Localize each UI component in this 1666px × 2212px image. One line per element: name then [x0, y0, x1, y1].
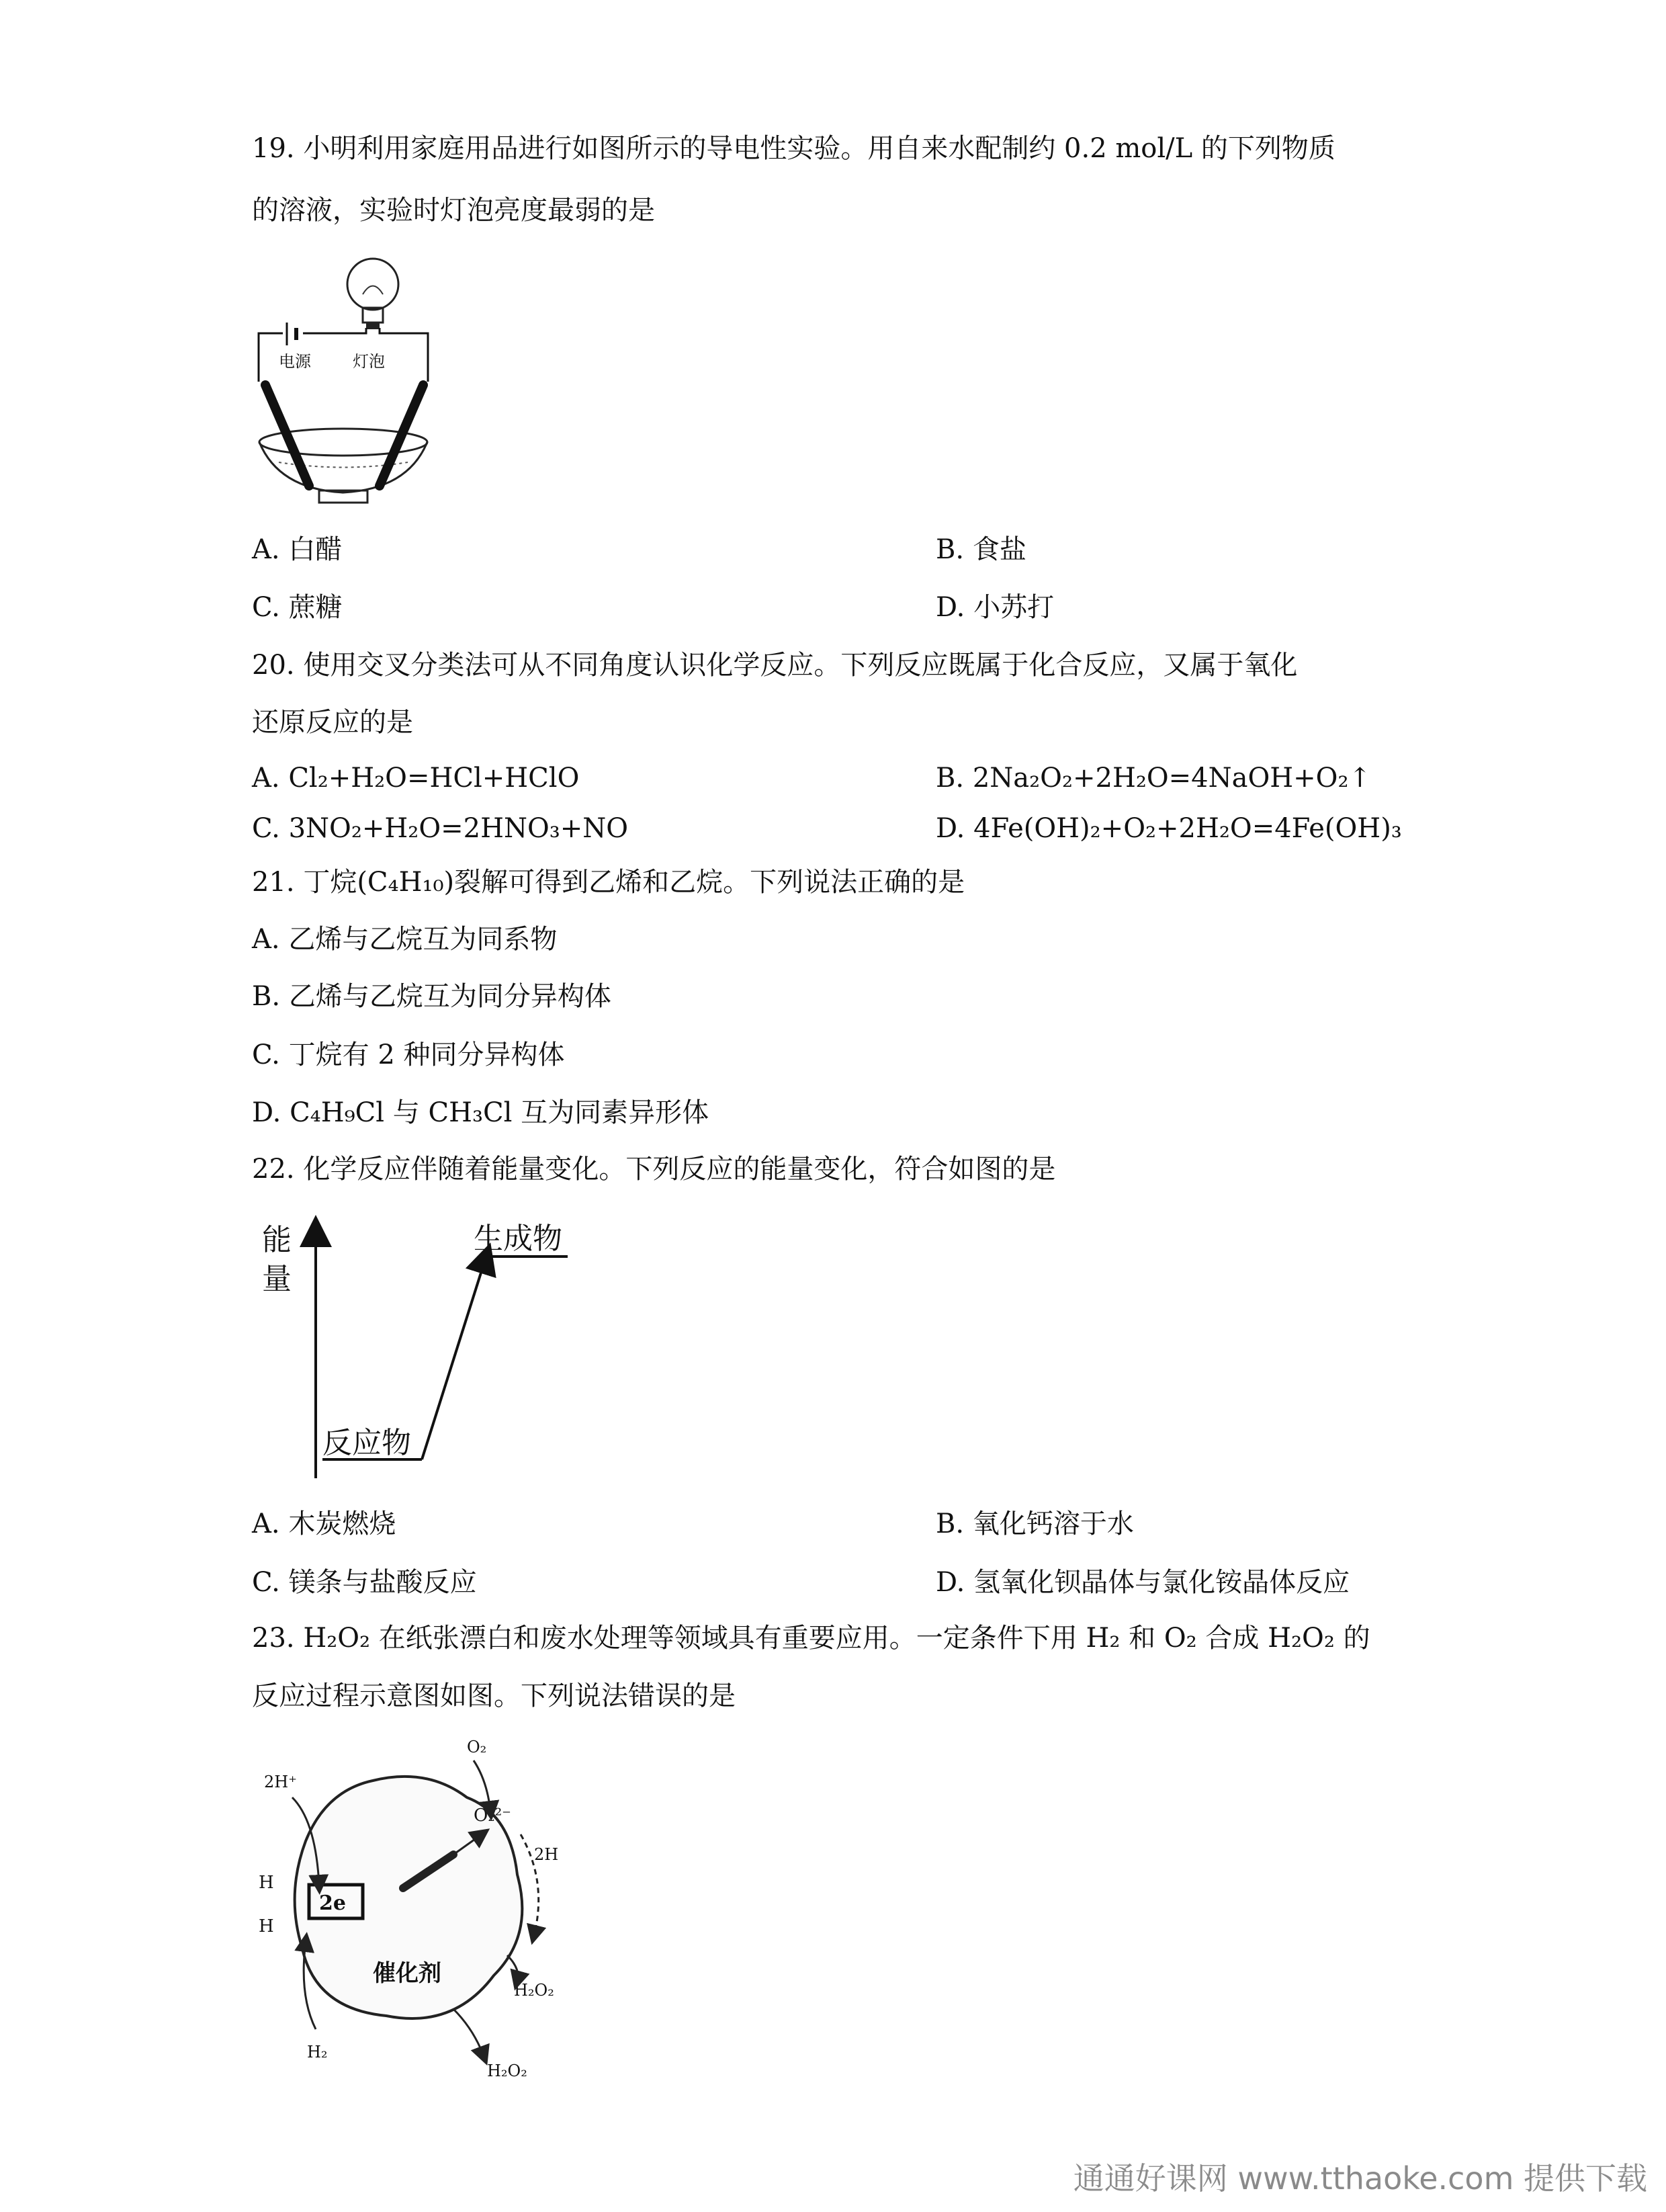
battery-icon	[283, 323, 303, 345]
o2-top-label: O₂	[467, 1738, 487, 1756]
q21-stem: 21. 丁烷(C₄H₁₀)裂解可得到乙烯和乙烷。下列说法正确的是	[252, 867, 965, 898]
q21-option-c: C. 丁烷有 2 种同分异构体	[252, 1039, 565, 1070]
q21-option-d: D. C₄H₉Cl 与 CH₃Cl 互为同素异形体	[252, 1097, 709, 1128]
catalyst-label: 催化剂	[373, 1960, 441, 1987]
energy-axis-label-1: 能	[262, 1223, 292, 1257]
product-label: 生成物	[474, 1222, 562, 1256]
h2o2-bottom-label: H₂O₂	[487, 2061, 527, 2080]
h-plus-label: 2H⁺	[264, 1773, 297, 1791]
q21-option-b: B. 乙烯与乙烷互为同分异构体	[252, 981, 611, 1012]
q23-stem-line1: 23. H₂O₂ 在纸张漂白和废水处理等领域具有重要应用。一定条件下用 H₂ 和 O₂ 合成 H₂O₂ 的	[252, 1623, 1370, 1654]
o2-minus-label: O₂²⁻	[474, 1805, 511, 1826]
q20-stem-line2: 还原反应的是	[252, 707, 413, 738]
footer-watermark: 通通好课网 www.tthaoke.com 提供下载	[1073, 2160, 1647, 2197]
h2o2-right-label: H₂O₂	[514, 1981, 554, 2000]
energy-axis-label-2: 量	[262, 1262, 292, 1296]
h-lower-label: H	[259, 1916, 274, 1937]
q22-energy-diagram	[255, 1209, 605, 1492]
q20-option-b: B. 2Na₂O₂+2H₂O=4NaOH+O₂↑	[936, 763, 1372, 794]
h2-bottom-label: H₂	[307, 2043, 328, 2061]
bulb-label: 灯泡	[353, 352, 385, 371]
electron-box-label: 2e	[319, 1891, 346, 1915]
q19-conductivity-figure	[252, 247, 440, 516]
reaction-path	[422, 1258, 486, 1459]
q19-option-c: C. 蔗糖	[252, 592, 343, 623]
power-label: 电源	[279, 352, 311, 371]
q22-option-d: D. 氢氧化钡晶体与氯化铵晶体反应	[936, 1567, 1350, 1598]
light-bulb-icon	[347, 259, 398, 329]
q20-option-a: A. Cl₂+H₂O=HCl+HClO	[252, 763, 580, 794]
q19-option-d: D. 小苏打	[936, 592, 1055, 623]
q22-option-b: B. 氧化钙溶于水	[936, 1508, 1134, 1539]
q22-stem: 22. 化学反应伴随着能量变化。下列反应的能量变化，符合如图的是	[252, 1154, 1056, 1185]
q23-reaction-diagram	[252, 1734, 601, 2083]
q19-option-b: B. 食盐	[936, 534, 1026, 565]
q20-stem-line1: 20. 使用交叉分类法可从不同角度认识化学反应。下列反应既属于化合反应，又属于氧化	[252, 650, 1298, 681]
q19-option-a: A. 白醋	[252, 534, 343, 565]
q23-stem-line2: 反应过程示意图如图。下列说法错误的是	[252, 1681, 736, 1711]
q22-option-a: A. 木炭燃烧	[252, 1508, 396, 1539]
q19-stem-line2: 的溶液，实验时灯泡亮度最弱的是	[252, 195, 655, 226]
q22-option-c: C. 镁条与盐酸反应	[252, 1567, 477, 1598]
h-upper-label: H	[259, 1873, 274, 1893]
two-h-label: 2H	[534, 1845, 559, 1864]
q21-option-a: A. 乙烯与乙烷互为同系物	[252, 924, 558, 955]
reactant-label: 反应物	[322, 1426, 411, 1460]
q20-option-d: D. 4Fe(OH)₂+O₂+2H₂O=4Fe(OH)₃	[936, 813, 1402, 844]
q19-stem-line1: 19. 小明利用家庭用品进行如图所示的导电性实验。用自来水配制约 0.2 mol/L 的下列物质	[252, 133, 1335, 164]
q20-option-c: C. 3NO₂+H₂O=2HNO₃+NO	[252, 813, 629, 844]
